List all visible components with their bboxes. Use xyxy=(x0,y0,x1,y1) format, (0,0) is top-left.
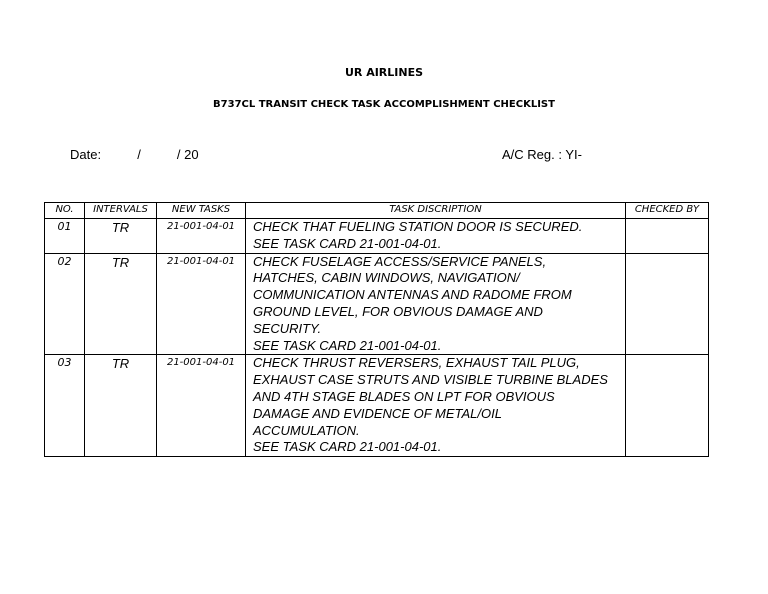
row-number: 03 xyxy=(45,355,85,457)
row-task-number: 21-001-04-01 xyxy=(157,253,246,355)
row-task-description xyxy=(246,253,626,355)
description-line: COMMUNICATION ANTENNAS AND RADOME FROM xyxy=(253,287,572,303)
column-header-intervals: INTERVALS xyxy=(85,203,157,219)
description-line: CHECK FUSELAGE ACCESS/SERVICE PANELS, xyxy=(253,253,547,269)
description-line: GROUND LEVEL, FOR OBVIOUS DAMAGE AND xyxy=(253,303,543,319)
table-row xyxy=(45,355,709,457)
row-checked-by-cell[interactable] xyxy=(626,355,709,457)
row-interval: TR xyxy=(85,253,157,355)
description-line: HATCHES, CABIN WINDOWS, NAVIGATION/ xyxy=(253,270,520,286)
row-checked-by-cell[interactable] xyxy=(626,253,709,355)
row-number: 02 xyxy=(45,253,85,355)
table-header-row xyxy=(45,203,709,219)
checklist-title: B737CL TRANSIT CHECK TASK ACCOMPLISHMENT CHECKLIST xyxy=(213,99,555,110)
description-line: CHECK THAT FUELING STATION DOOR IS SECURED. xyxy=(253,219,583,234)
row-checked-by-cell[interactable] xyxy=(626,219,709,254)
row-task-description xyxy=(246,355,626,457)
column-header-new-tasks: NEW TASKS xyxy=(157,203,246,219)
description-line: SEE TASK CARD 21-001-04-01. xyxy=(253,235,442,251)
row-interval: TR xyxy=(85,219,157,254)
task-checklist-table xyxy=(44,202,709,457)
row-task-number: 21-001-04-01 xyxy=(157,219,246,254)
column-header-no: NO. xyxy=(45,203,85,219)
aircraft-registration-label: A/C Reg. : YI- xyxy=(502,147,582,162)
description-line: SECURITY. xyxy=(253,320,322,336)
column-header-task-description: TASK DISCRIPTION xyxy=(246,203,626,219)
description-line: AND 4TH STAGE BLADES ON LPT FOR OBVIOUS xyxy=(253,388,555,404)
row-task-description xyxy=(246,219,626,254)
row-task-number: 21-001-04-01 xyxy=(157,355,246,457)
date-field-label: Date: / / 20 xyxy=(70,147,199,162)
company-name: UR AIRLINES xyxy=(344,66,424,79)
description-line: SEE TASK CARD 21-001-04-01. xyxy=(253,439,442,455)
row-number: 01 xyxy=(45,219,85,254)
description-line: CHECK THRUST REVERSERS, EXHAUST TAIL PLUG, xyxy=(253,355,580,371)
description-line: SEE TASK CARD 21-001-04-01. xyxy=(253,337,442,353)
table-row xyxy=(45,253,709,355)
description-line: EXHAUST CASE STRUTS AND VISIBLE TURBINE BLADES xyxy=(253,372,608,388)
description-line: DAMAGE AND EVIDENCE OF METAL/OIL xyxy=(253,405,502,421)
row-interval: TR xyxy=(85,355,157,457)
description-line: ACCUMULATION. xyxy=(253,422,360,438)
column-header-checked-by: CHECKED BY xyxy=(626,203,709,219)
table-row xyxy=(45,219,709,254)
